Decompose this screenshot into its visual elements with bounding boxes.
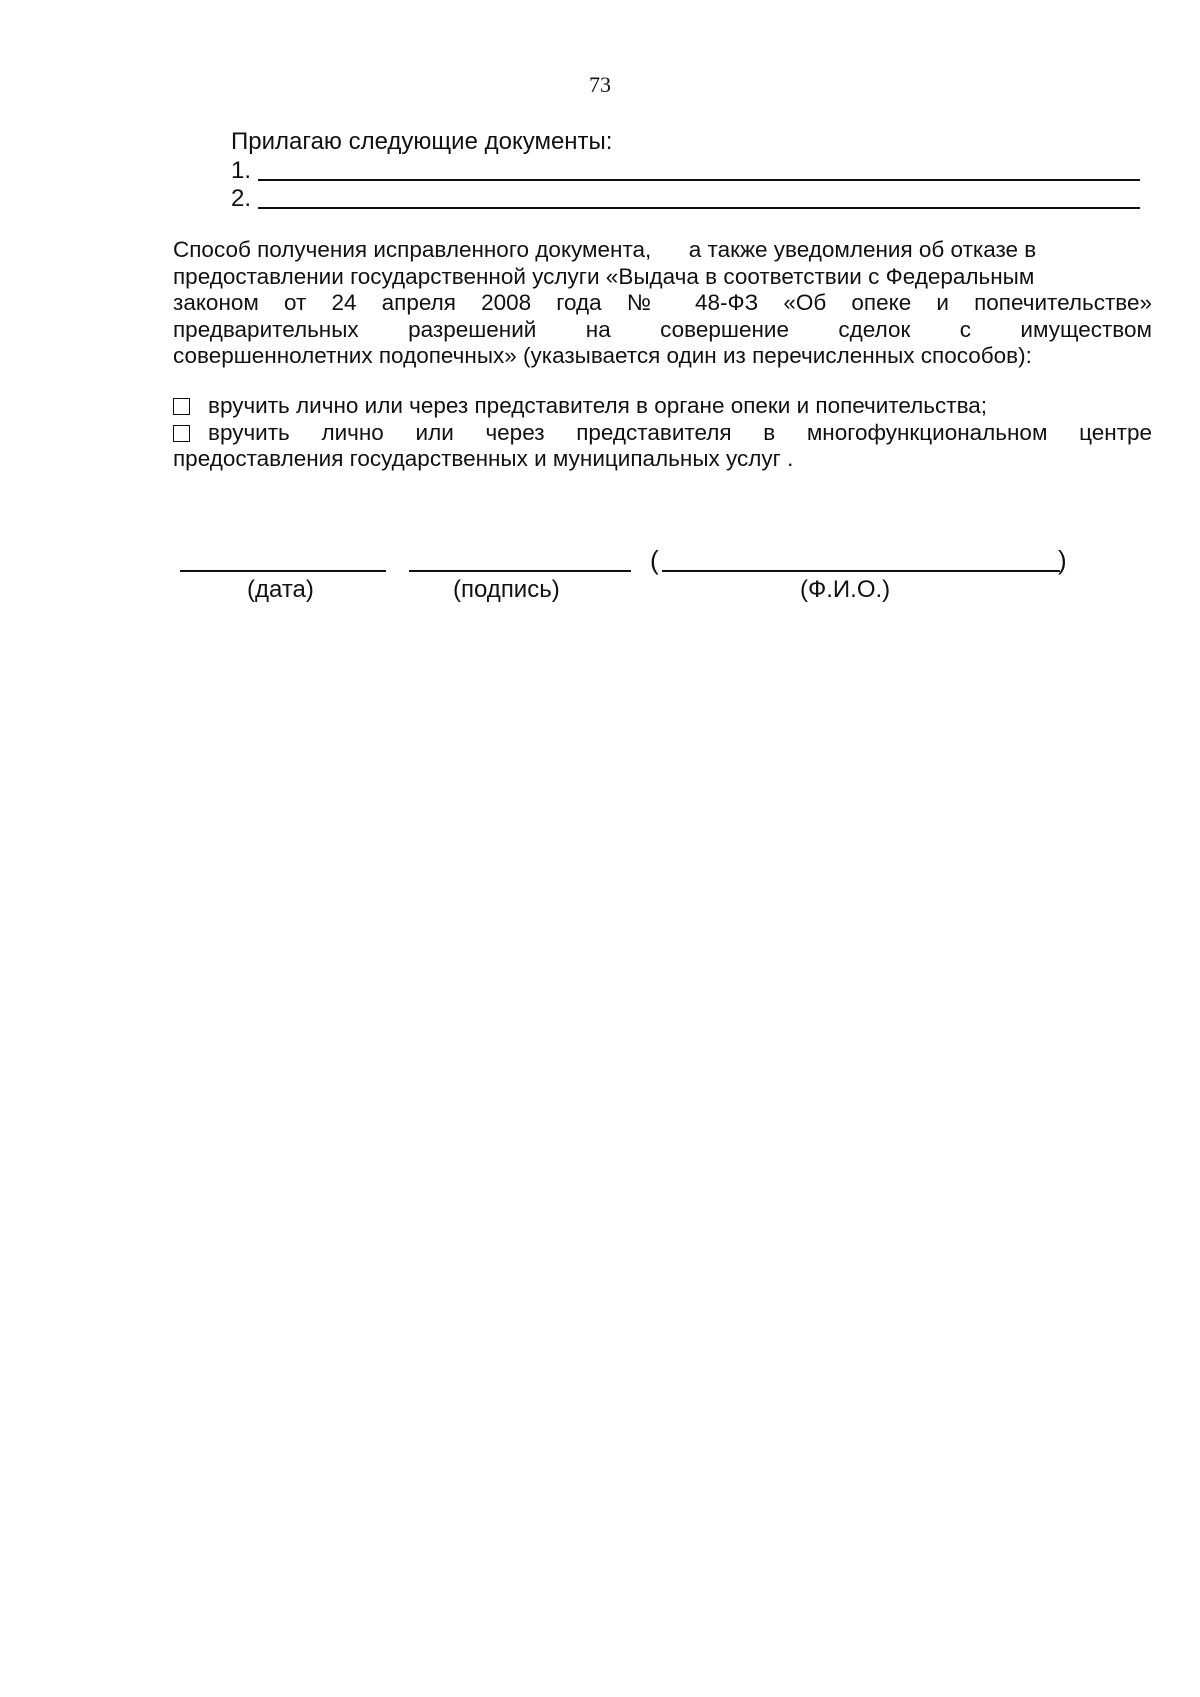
attachment-fill-line	[258, 207, 1140, 209]
option-text: вручить лично или через представителя в органе опеки и попечительства;	[208, 393, 988, 418]
option-text: вручить лично или через представителя в многофункциональном центре	[208, 419, 1152, 445]
signature-label: (подпись)	[453, 576, 560, 603]
option-mfc-continued: предоставления государственных и муниципальных услуг .	[173, 446, 794, 471]
option-checkbox[interactable]	[173, 398, 190, 415]
name-label: (Ф.И.О.)	[800, 576, 891, 603]
signature-line	[409, 570, 631, 572]
attachment-number: 1.	[231, 157, 252, 184]
option-mfc	[173, 420, 1152, 447]
paragraph-line: совершеннолетних подопечных» (указывается один из перечисленных способов):	[173, 343, 1032, 368]
attachment-row-2	[231, 185, 1140, 213]
delivery-options	[173, 393, 1152, 473]
method-paragraph	[173, 237, 1152, 370]
option-checkbox[interactable]	[173, 425, 190, 442]
page-number: 73	[589, 72, 611, 97]
attachment-number: 2.	[231, 185, 252, 212]
attachment-row-1	[231, 157, 1140, 185]
name-line	[662, 570, 1060, 572]
attachments-title: Прилагаю следующие документы:	[231, 128, 613, 155]
paragraph-line: предварительных разрешений на совершение сделок с имуществом	[173, 316, 1152, 342]
date-line	[180, 570, 386, 572]
paragraph-line: Способ получения исправленного документа, а также уведомления об отказе в	[173, 237, 1037, 262]
date-label: (дата)	[247, 576, 314, 603]
name-close-paren: )	[1058, 545, 1067, 575]
option-in-person	[173, 393, 1152, 420]
name-open-paren: (	[650, 545, 659, 575]
paragraph-line: предоставлении государственной услуги «Выдача в соответствии с Федеральным	[173, 263, 1035, 289]
paragraph-line: законом от 24 апреля 2008 года № 48-ФЗ «Об опеке и попечительстве»	[173, 290, 1152, 315]
attachment-fill-line	[258, 179, 1140, 181]
